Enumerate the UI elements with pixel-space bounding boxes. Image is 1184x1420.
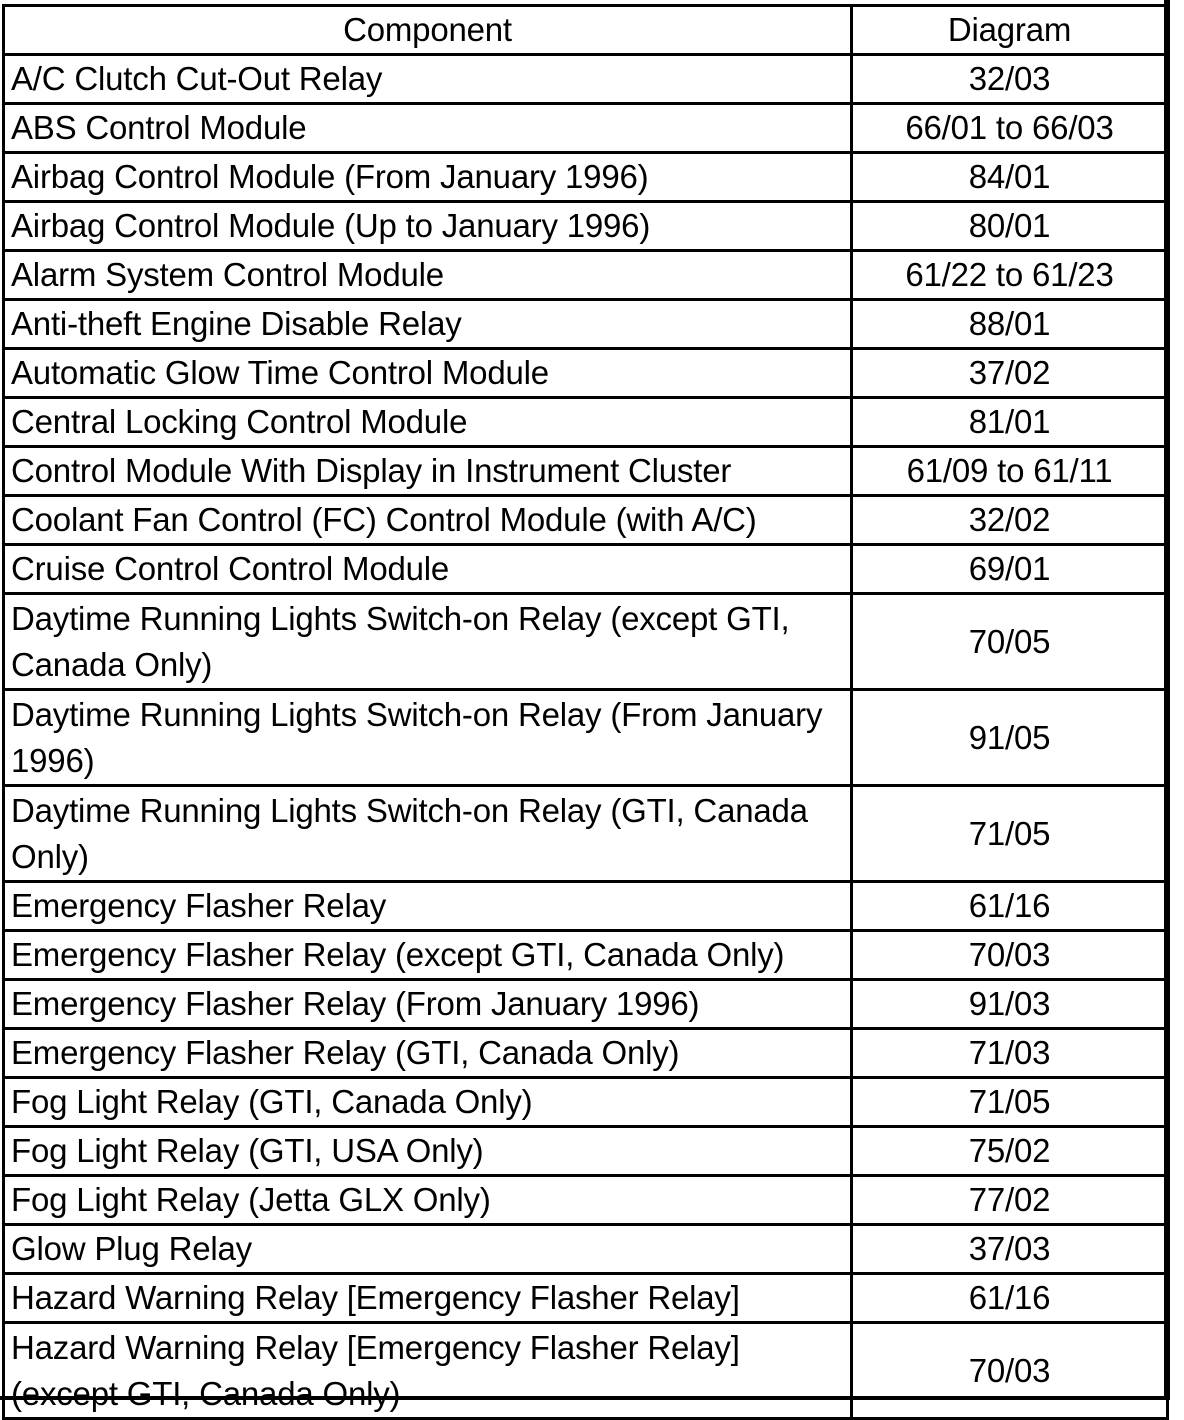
component-cell: Alarm System Control Module (4, 251, 852, 300)
table-row (4, 594, 1168, 690)
component-cell: Glow Plug Relay (4, 1225, 852, 1274)
diagram-cell: 71/03 (852, 1029, 1168, 1078)
component-cell: Automatic Glow Time Control Module (4, 349, 852, 398)
table-row (4, 882, 1168, 931)
component-cell: Emergency Flasher Relay (except GTI, Canada Only) (4, 931, 852, 980)
component-cell: Hazard Warning Relay [Emergency Flasher Relay] (except GTI, Canada Only) (4, 1323, 852, 1419)
table-row (4, 496, 1168, 545)
component-cell: Airbag Control Module (Up to January 1996) (4, 202, 852, 251)
component-cell: Anti-theft Engine Disable Relay (4, 300, 852, 349)
table-row (4, 1274, 1168, 1323)
component-cell: Daytime Running Lights Switch-on Relay (GTI, Canada Only) (4, 786, 852, 882)
table-row (4, 202, 1168, 251)
component-cell: Airbag Control Module (From January 1996) (4, 153, 852, 202)
table-row (4, 1127, 1168, 1176)
component-cell: Emergency Flasher Relay (From January 1996) (4, 980, 852, 1029)
diagram-cell: 91/03 (852, 980, 1168, 1029)
component-cell: A/C Clutch Cut-Out Relay (4, 55, 852, 104)
diagram-cell: 91/05 (852, 690, 1168, 786)
header-component: Component (4, 6, 852, 55)
diagram-cell: 61/09 to 61/11 (852, 447, 1168, 496)
component-cell: Emergency Flasher Relay (4, 882, 852, 931)
diagram-cell: 66/01 to 66/03 (852, 104, 1168, 153)
table-row (4, 545, 1168, 594)
table-row (4, 1078, 1168, 1127)
component-cell: Fog Light Relay (GTI, USA Only) (4, 1127, 852, 1176)
table-row (4, 1176, 1168, 1225)
diagram-cell: 32/02 (852, 496, 1168, 545)
table-row (4, 690, 1168, 786)
component-diagram-table (2, 4, 1169, 1420)
component-cell: Fog Light Relay (GTI, Canada Only) (4, 1078, 852, 1127)
table-body (4, 55, 1168, 1419)
component-cell: Daytime Running Lights Switch-on Relay (From January 1996) (4, 690, 852, 786)
diagram-cell: 70/05 (852, 594, 1168, 690)
diagram-cell: 61/22 to 61/23 (852, 251, 1168, 300)
diagram-cell: 69/01 (852, 545, 1168, 594)
diagram-cell: 37/03 (852, 1225, 1168, 1274)
component-cell: ABS Control Module (4, 104, 852, 153)
diagram-cell: 70/03 (852, 1323, 1168, 1419)
diagram-cell: 77/02 (852, 1176, 1168, 1225)
table-row (4, 931, 1168, 980)
diagram-cell: 61/16 (852, 1274, 1168, 1323)
table-row (4, 55, 1168, 104)
table-row (4, 104, 1168, 153)
diagram-cell: 71/05 (852, 1078, 1168, 1127)
table-row (4, 251, 1168, 300)
diagram-cell: 70/03 (852, 931, 1168, 980)
table-row (4, 1323, 1168, 1419)
component-cell: Emergency Flasher Relay (GTI, Canada Only) (4, 1029, 852, 1078)
diagram-cell: 88/01 (852, 300, 1168, 349)
header-diagram: Diagram (852, 6, 1168, 55)
diagram-cell: 80/01 (852, 202, 1168, 251)
component-cell: Control Module With Display in Instrument Cluster (4, 447, 852, 496)
component-cell: Daytime Running Lights Switch-on Relay (except GTI, Canada Only) (4, 594, 852, 690)
component-cell: Central Locking Control Module (4, 398, 852, 447)
diagram-cell: 84/01 (852, 153, 1168, 202)
component-cell: Coolant Fan Control (FC) Control Module (with A/C) (4, 496, 852, 545)
diagram-cell: 75/02 (852, 1127, 1168, 1176)
component-cell: Hazard Warning Relay [Emergency Flasher Relay] (4, 1274, 852, 1323)
diagram-cell: 81/01 (852, 398, 1168, 447)
table-row (4, 349, 1168, 398)
diagram-cell: 32/03 (852, 55, 1168, 104)
header-row (4, 6, 1168, 55)
table-row (4, 153, 1168, 202)
table-row (4, 300, 1168, 349)
table-row (4, 398, 1168, 447)
diagram-cell: 71/05 (852, 786, 1168, 882)
diagram-cell: 61/16 (852, 882, 1168, 931)
table-row (4, 447, 1168, 496)
diagram-cell: 37/02 (852, 349, 1168, 398)
table-row (4, 786, 1168, 882)
table-row (4, 980, 1168, 1029)
component-cell: Fog Light Relay (Jetta GLX Only) (4, 1176, 852, 1225)
table-row (4, 1225, 1168, 1274)
table-row (4, 1029, 1168, 1078)
component-cell: Cruise Control Control Module (4, 545, 852, 594)
